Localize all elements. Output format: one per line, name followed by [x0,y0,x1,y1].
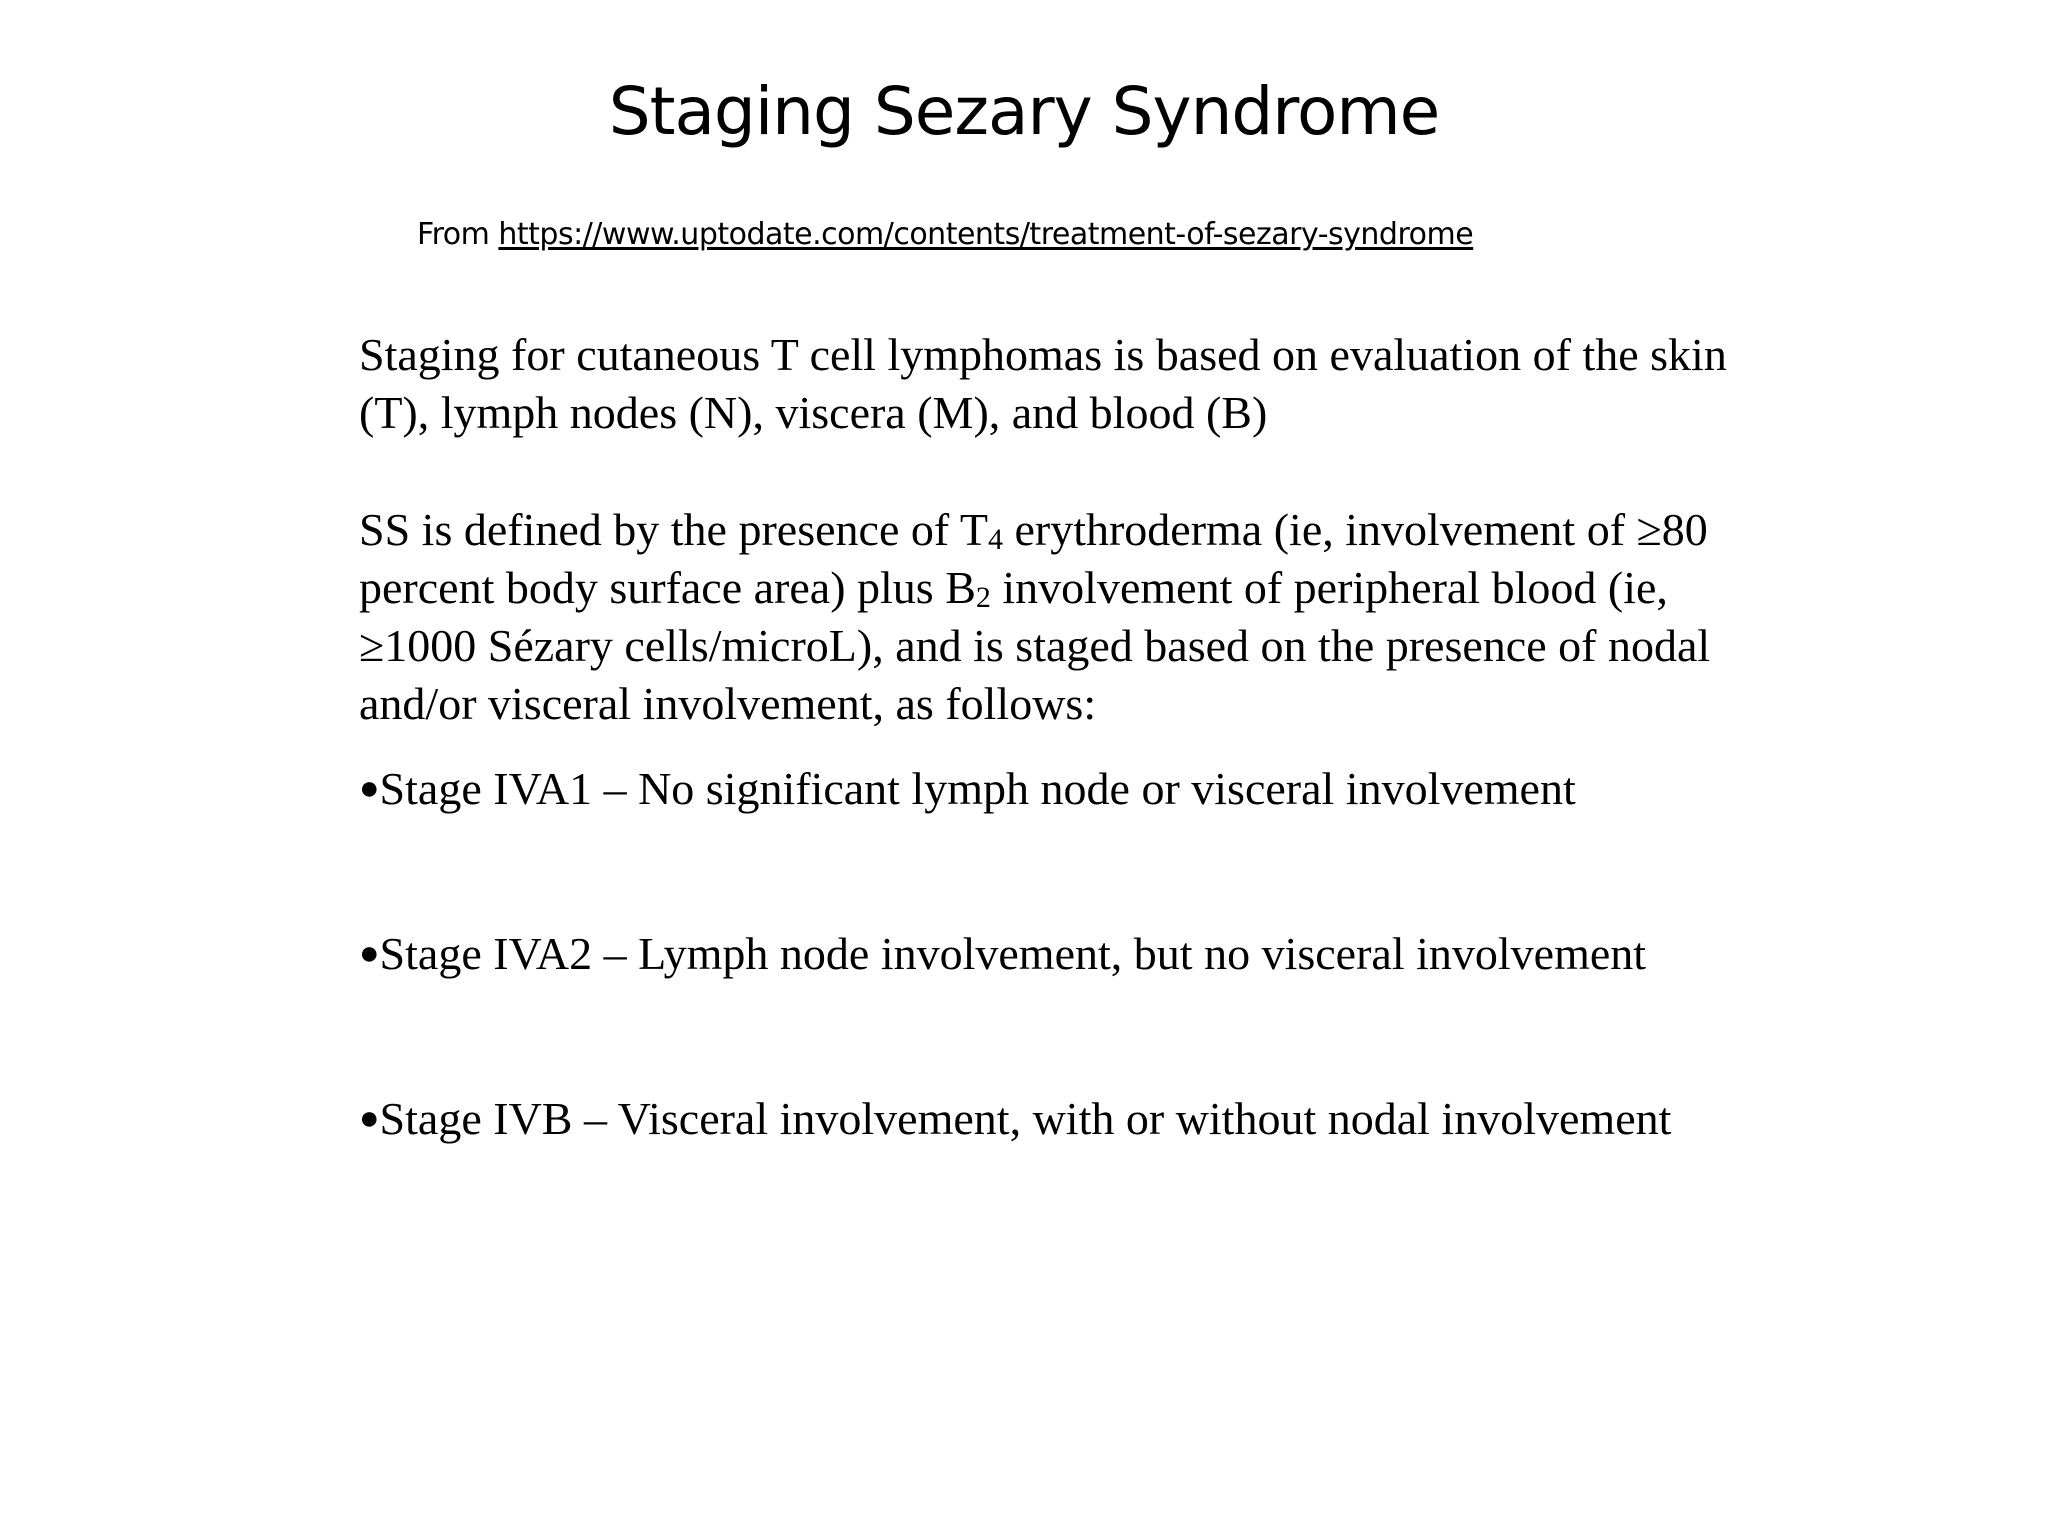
ss-definition-part1: SS is defined by the presence of T [359,504,988,555]
bullet-text: Stage IVA2 – Lymph node involvement, but no visceral involvement [379,928,1647,979]
bullet-dot-icon: ● [359,770,380,807]
source-line [417,213,1473,257]
staging-overview-paragraph: Staging for cutaneous T cell lymphomas is based on evaluation of the skin (T), lymph nodes (N), viscera (M), and blood (B) [359,329,1727,438]
bullet-dot-icon: ● [359,935,380,972]
bullet-item-stage-iva1 [359,760,1576,818]
ss-definition-part2: erythroderma (ie, involvement of ≥80 percent body surface area) plus B [359,504,1708,613]
bullet-text: Stage IVB – Visceral involvement, with or without nodal involvement [379,1093,1672,1144]
source-prefix: From [417,217,499,252]
slide-title: Staging Sezary Syndrome [608,73,1440,150]
ss-definition-paragraph [359,501,1789,733]
bullet-dot-icon: ● [359,1100,380,1137]
b-subscript: 2 [975,581,991,614]
bullet-item-stage-ivb [359,1090,1671,1148]
ss-definition-part3: involvement of peripheral blood (ie, ≥1000 Sézary cells/microL), and is staged based on the presence of nodal and/or visceral involvement, as follows: [359,562,1711,729]
bullet-text: Stage IVA1 – No significant lymph node or visceral involvement [379,763,1576,814]
source-link[interactable]: https://www.uptodate.com/contents/treatment-of-sezary-syndrome [498,217,1474,252]
t-subscript: 4 [987,523,1003,556]
bullet-item-stage-iva2 [359,925,1646,983]
